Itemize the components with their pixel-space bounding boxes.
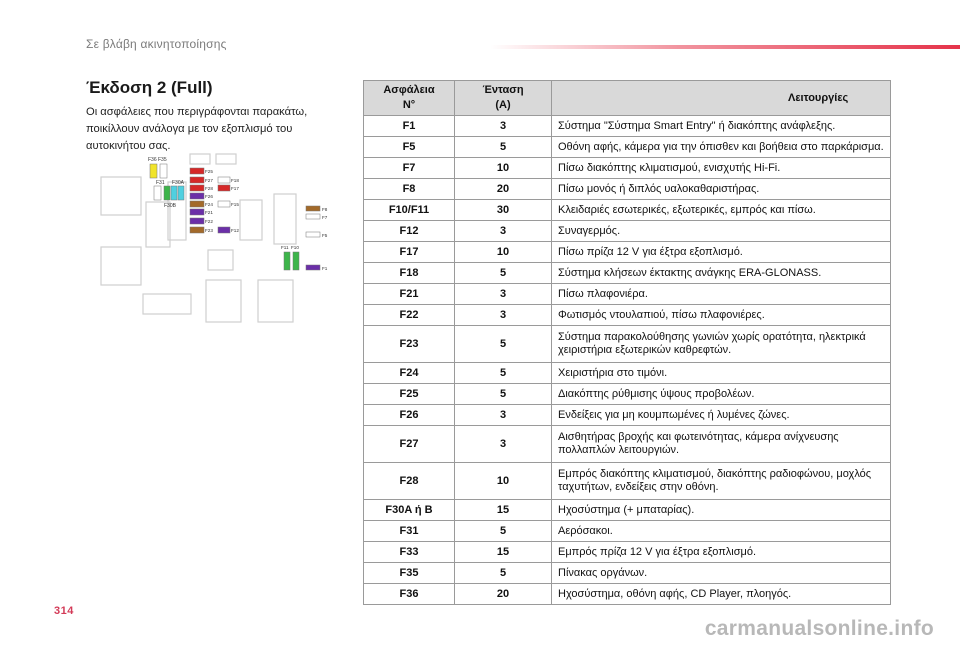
amperage-cell: 5 <box>455 363 552 384</box>
table-row <box>364 158 891 179</box>
fuse-number-cell: F7 <box>364 158 455 179</box>
fuse-f24 <box>190 201 204 207</box>
table-row <box>364 305 891 326</box>
function-cell: Σύστημα κλήσεων έκτακτης ανάγκης ERA-GLONASS. <box>552 263 891 284</box>
relay-outline <box>206 280 241 322</box>
col-header-fuse <box>364 81 455 116</box>
fuse-number-cell: F18 <box>364 263 455 284</box>
table-row <box>364 584 891 605</box>
amperage-cell: 20 <box>455 179 552 200</box>
table-row <box>364 284 891 305</box>
function-cell: Αισθητήρας βροχής και φωτεινότητας, κάμερα ανίχνευσης πολλαπλών λειτουργιών. <box>552 426 891 463</box>
table-row <box>364 521 891 542</box>
table-row <box>364 500 891 521</box>
fuse-number-cell: F26 <box>364 405 455 426</box>
fuse-number-cell: F36 <box>364 584 455 605</box>
fuse-f27 <box>190 177 204 183</box>
function-cell: Διακόπτης ρύθμισης ύψους προβολέων. <box>552 384 891 405</box>
function-cell: Εμπρός διακόπτης κλιματισμού, διακόπτης ραδιοφώνου, μοχλός ταχυτήτων, ενδείξεις στην οθόνη. <box>552 463 891 500</box>
label-f11: F11 <box>281 245 289 250</box>
amperage-cell: 3 <box>455 405 552 426</box>
fuse-number-cell: F35 <box>364 563 455 584</box>
amperage-cell: 10 <box>455 242 552 263</box>
fuse-f1 <box>306 265 320 270</box>
table-row <box>364 563 891 584</box>
amperage-cell: 5 <box>455 521 552 542</box>
function-cell: Σύστημα παρακολούθησης γωνιών χωρίς ορατότητα, ηλεκτρικά χειριστήρια εξωτερικών καθρεφτών. <box>552 326 891 363</box>
amperage-cell: 20 <box>455 584 552 605</box>
fuse-number-cell: F33 <box>364 542 455 563</box>
fuse-f30b <box>164 186 170 200</box>
amperage-cell: 5 <box>455 326 552 363</box>
table-row <box>364 463 891 500</box>
amperage-cell: 3 <box>455 284 552 305</box>
function-cell: Ηχοσύστημα (+ μπαταρίας). <box>552 500 891 521</box>
function-cell: Εμπρός πρίζα 12 V για έξτρα εξοπλισμό. <box>552 542 891 563</box>
amperage-cell: 3 <box>455 305 552 326</box>
function-cell: Πίσω μονός ή διπλός υαλοκαθαριστήρας. <box>552 179 891 200</box>
relay-outline <box>240 200 262 240</box>
fuse-box-diagram <box>98 152 338 327</box>
label-f8: F8 <box>322 207 328 212</box>
function-cell: Σύστημα "Σύστημα Smart Entry" ή διακόπτης ανάφλεξης. <box>552 116 891 137</box>
col-header-function-label: Λειτουργίες <box>788 91 849 104</box>
amperage-cell: 15 <box>455 500 552 521</box>
label-f21: F21 <box>205 210 213 215</box>
function-cell: Πίσω διακόπτης κλιματισμού, ενισχυτής Hi-Fi. <box>552 158 891 179</box>
fuse-f17 <box>218 185 230 191</box>
col-header-amperage-l1: Ένταση <box>482 84 524 96</box>
label-f28: F28 <box>205 186 213 191</box>
fuse-f36 <box>150 164 157 178</box>
fuse-f7 <box>306 214 320 219</box>
amperage-cell: 10 <box>455 158 552 179</box>
fuse-f10 <box>293 252 299 270</box>
fuse-f8 <box>306 206 320 211</box>
fuse-number-cell: F10/F11 <box>364 200 455 221</box>
label-f36: F36 <box>148 157 157 163</box>
fuse-number-cell: F25 <box>364 384 455 405</box>
label-f26: F26 <box>205 194 213 199</box>
fuse-f22 <box>190 218 204 224</box>
header-accent-line <box>490 45 960 49</box>
fuse-f15 <box>218 201 230 207</box>
amperage-cell: 5 <box>455 384 552 405</box>
label-f15: F15 <box>231 202 239 207</box>
fuse-number-cell: F1 <box>364 116 455 137</box>
function-cell: Πίσω πρίζα 12 V για έξτρα εξοπλισμό. <box>552 242 891 263</box>
function-cell: Ενδείξεις για μη κουμπωμένες ή λυμένες ζώνες. <box>552 405 891 426</box>
table-row <box>364 137 891 158</box>
function-cell: Συναγερμός. <box>552 221 891 242</box>
table-row <box>364 242 891 263</box>
section-title: Έκδοση 2 (Full) <box>86 78 213 97</box>
relay-outline <box>101 177 141 215</box>
amperage-cell: 3 <box>455 116 552 137</box>
label-f24: F24 <box>205 202 213 207</box>
fuse-f23 <box>190 227 204 233</box>
amperage-cell: 5 <box>455 263 552 284</box>
fuse-number-cell: F8 <box>364 179 455 200</box>
fuse-number-cell: F17 <box>364 242 455 263</box>
fuse-f30a-2 <box>178 186 184 200</box>
label-f27: F27 <box>205 178 213 183</box>
amperage-cell: 10 <box>455 463 552 500</box>
relay-outline <box>143 294 191 314</box>
amperage-cell: 5 <box>455 137 552 158</box>
label-f18: F18 <box>231 178 239 183</box>
col-header-fuse-l2: N° <box>402 99 416 111</box>
label-f5: F5 <box>322 233 328 238</box>
fuse-f5 <box>306 232 320 237</box>
function-cell: Κλειδαριές εσωτερικές, εξωτερικές, εμπρός και πίσω. <box>552 200 891 221</box>
function-cell: Ηχοσύστημα, οθόνη αφής, CD Player, πλοηγός. <box>552 584 891 605</box>
label-f1: F1 <box>322 266 328 271</box>
function-cell: Αερόσακοι. <box>552 521 891 542</box>
label-f12: F12 <box>231 228 239 233</box>
fuse-number-cell: F12 <box>364 221 455 242</box>
label-f30b: F30B <box>164 203 176 209</box>
relay-outline <box>101 247 141 285</box>
fuse-f25 <box>190 168 204 174</box>
label-f22: F22 <box>205 219 213 224</box>
col-header-fuse-l1: Ασφάλεια <box>383 84 435 96</box>
fuse-f26 <box>190 193 204 199</box>
relay-outline <box>208 250 233 270</box>
table-row <box>364 200 891 221</box>
label-f10: F10 <box>291 245 299 250</box>
label-f31: F31 <box>156 180 165 186</box>
function-cell: Οθόνη αφής, κάμερα για την όπισθεν και βοήθεια στο παρκάρισμα. <box>552 137 891 158</box>
relay-outline <box>190 154 210 164</box>
table-row <box>364 542 891 563</box>
table-row <box>364 263 891 284</box>
fuse-f11 <box>284 252 290 270</box>
fuse-number-cell: F31 <box>364 521 455 542</box>
label-f7: F7 <box>322 215 328 220</box>
function-cell: Φωτισμός ντουλαπιού, πίσω πλαφονιέρες. <box>552 305 891 326</box>
amperage-cell: 5 <box>455 563 552 584</box>
fuse-number-cell: F22 <box>364 305 455 326</box>
amperage-cell: 3 <box>455 221 552 242</box>
fuse-number-cell: F27 <box>364 426 455 463</box>
label-f23: F23 <box>205 228 213 233</box>
fuse-f18 <box>218 177 230 183</box>
section-intro: Οι ασφάλειες που περιγράφονται παρακάτω, ποικίλλουν ανάλογα με τον εξοπλισμό του αυτοκινήτου σας. <box>86 106 308 152</box>
table-header-row <box>364 81 891 116</box>
col-header-amperage <box>455 81 552 116</box>
fuse-f12 <box>218 227 230 233</box>
table-row <box>364 426 891 463</box>
fuse-number-cell: F30A ή B <box>364 500 455 521</box>
label-f25: F25 <box>205 169 213 174</box>
fuse-table <box>363 80 891 605</box>
amperage-cell: 3 <box>455 426 552 463</box>
table-row <box>364 179 891 200</box>
table-row <box>364 363 891 384</box>
label-f17: F17 <box>231 186 239 191</box>
fuse-f35 <box>160 164 167 178</box>
header-title: Σε βλάβη ακινητοποίησης <box>86 37 227 51</box>
table-row <box>364 384 891 405</box>
table-row <box>364 116 891 137</box>
page-number: 314 <box>54 605 74 617</box>
fuse-number-cell: F21 <box>364 284 455 305</box>
fuse-f21 <box>190 209 204 215</box>
fuse-f28 <box>190 185 204 191</box>
fuse-f31 <box>154 186 161 200</box>
fuse-number-cell: F24 <box>364 363 455 384</box>
amperage-cell: 15 <box>455 542 552 563</box>
function-cell: Πίνακας οργάνων. <box>552 563 891 584</box>
col-header-function <box>552 81 891 116</box>
relay-outline <box>216 154 236 164</box>
relay-outline <box>274 194 296 244</box>
function-cell: Πίσω πλαφονιέρα. <box>552 284 891 305</box>
amperage-cell: 30 <box>455 200 552 221</box>
fuse-number-cell: F23 <box>364 326 455 363</box>
fuse-number-cell: F5 <box>364 137 455 158</box>
label-f30a: F30A <box>172 180 184 186</box>
fuse-number-cell: F28 <box>364 463 455 500</box>
watermark: carmanualsonline.info <box>704 617 934 640</box>
function-cell: Χειριστήρια στο τιμόνι. <box>552 363 891 384</box>
table-row <box>364 405 891 426</box>
relay-outline <box>258 280 293 322</box>
table-row <box>364 326 891 363</box>
col-header-amperage-l2: (A) <box>495 99 511 111</box>
fuse-f30a <box>171 186 177 200</box>
label-f35: F35 <box>158 157 167 163</box>
table-row <box>364 221 891 242</box>
